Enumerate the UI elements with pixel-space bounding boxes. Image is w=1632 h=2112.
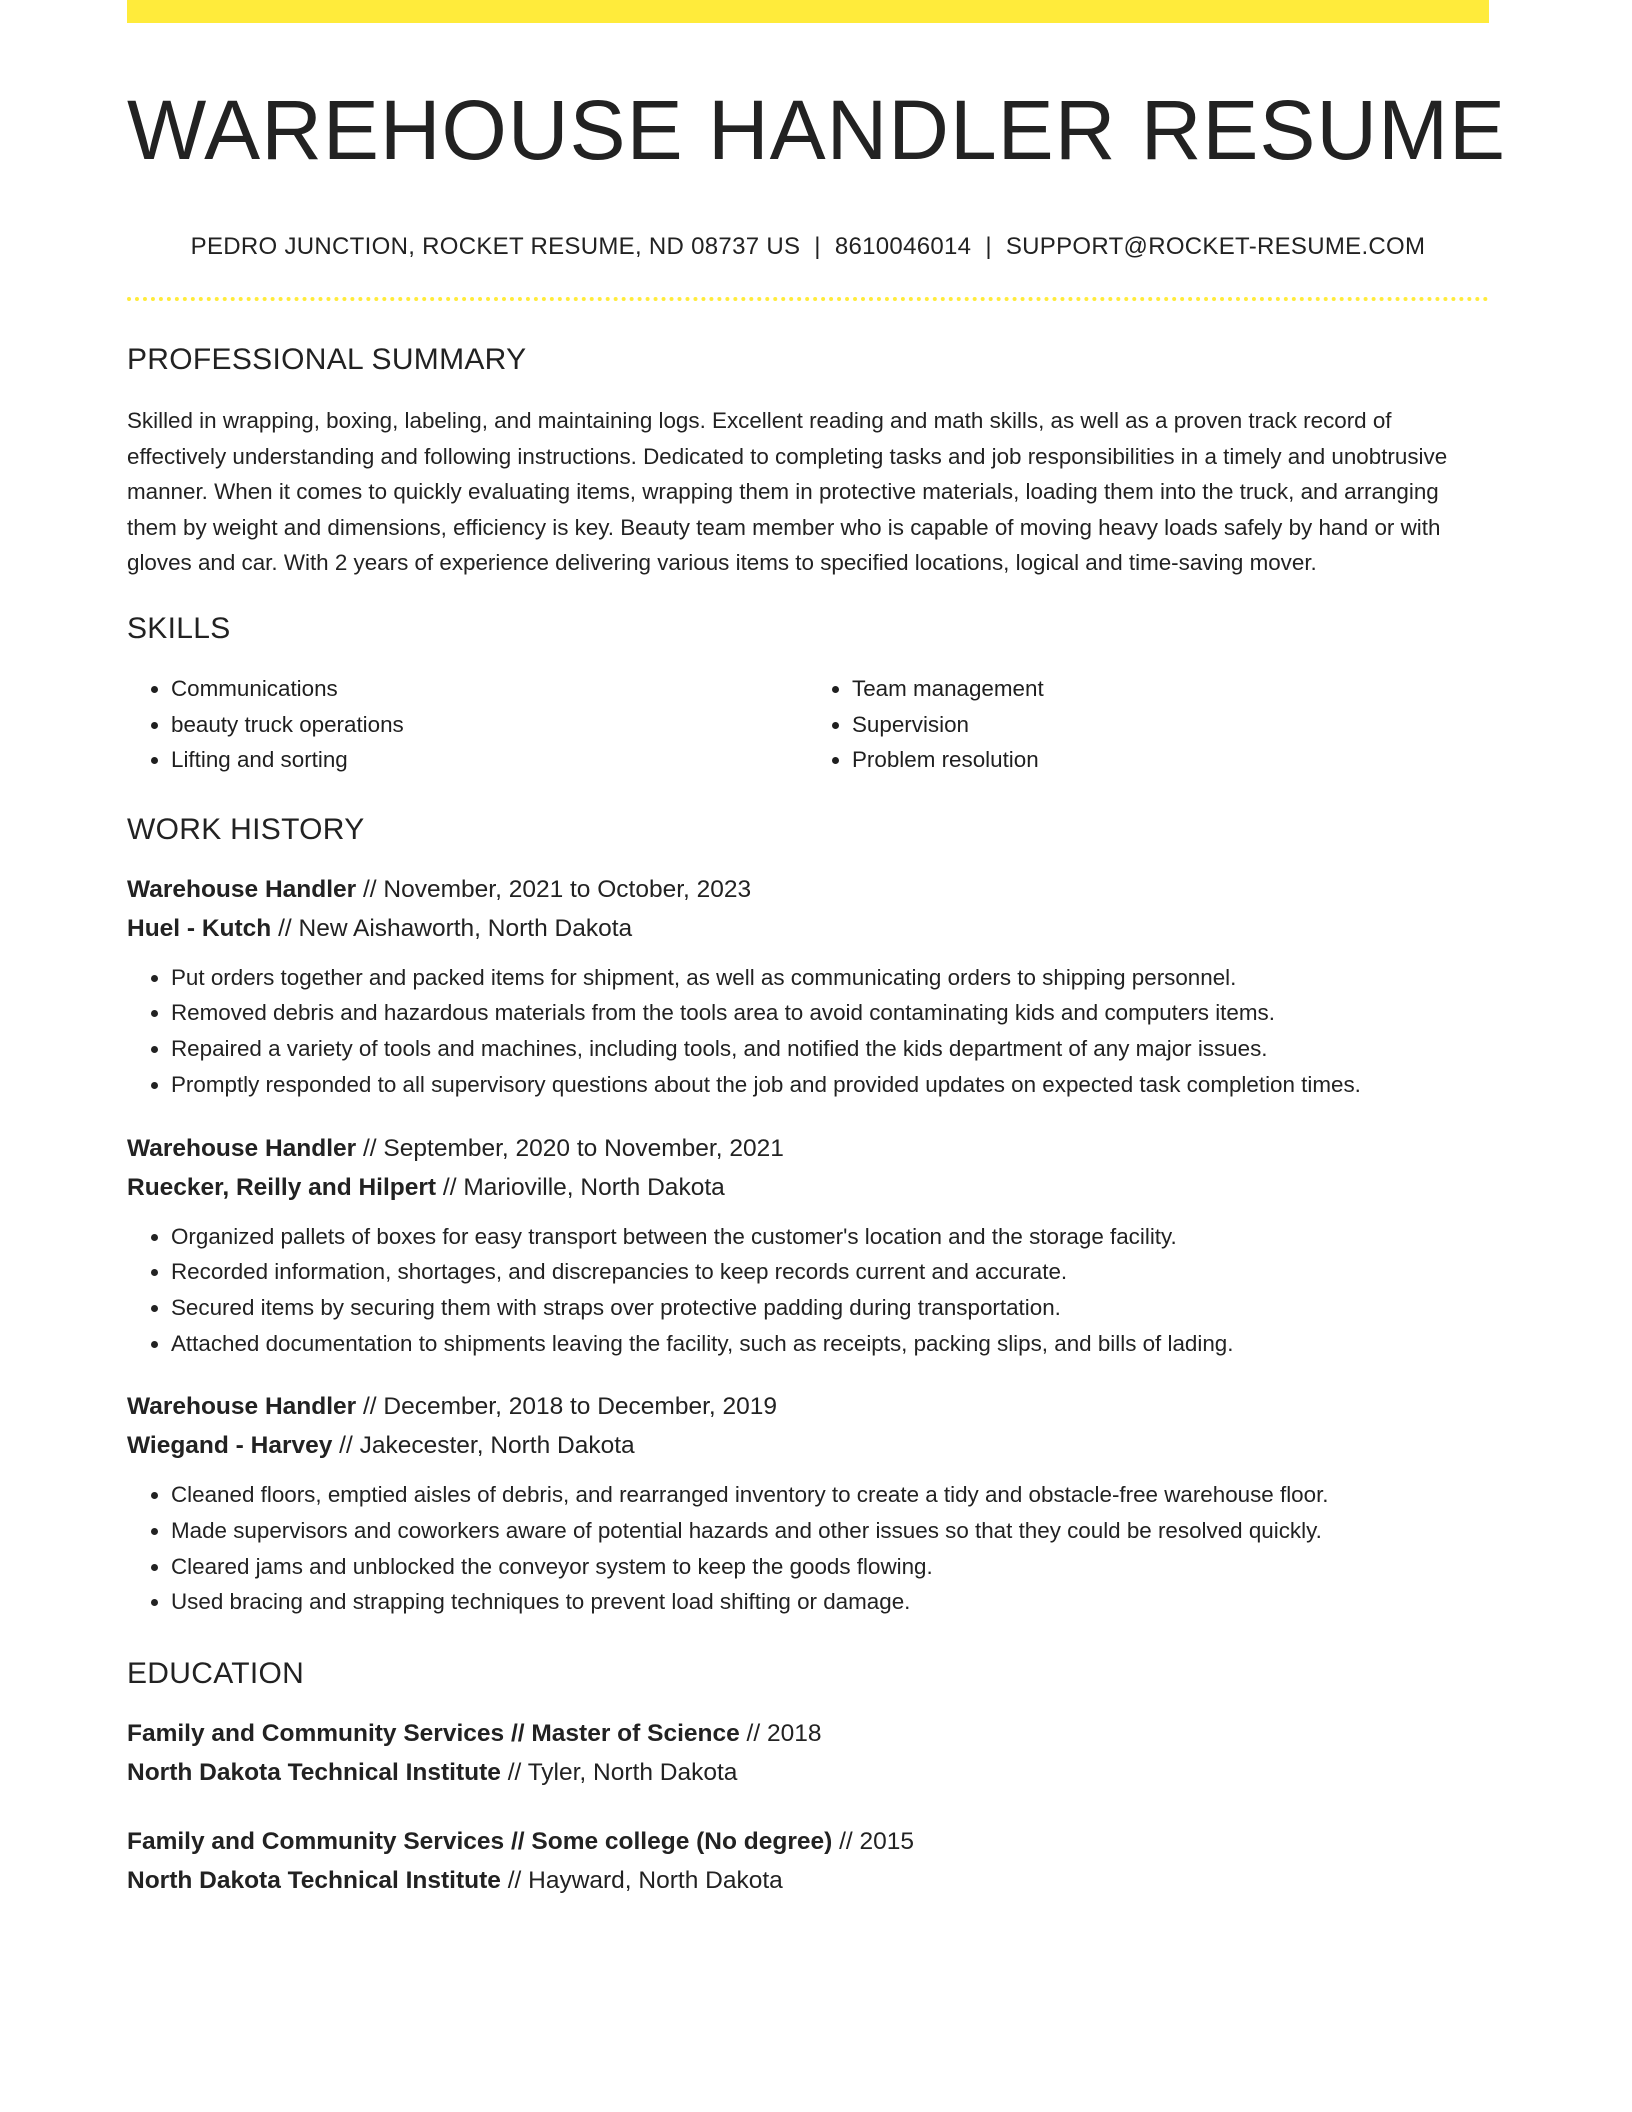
job-bullet: • Secured items by securing them with straps over protective padding during transportation. — [171, 1290, 1489, 1326]
job-title-line — [127, 1129, 1489, 1168]
education-degree: Family and Community Services // Master of Science — [127, 1720, 740, 1748]
education-heading: EDUCATION — [127, 1657, 305, 1691]
job-entry — [127, 1387, 1489, 1620]
education-location: // Tyler, North Dakota — [500, 1759, 738, 1787]
skill-item: • Communications — [171, 671, 808, 707]
contact-separator: | — [814, 233, 821, 260]
summary-text: Skilled in wrapping, boxing, labeling, and maintaining logs. Excellent reading and math skills, as well as a proven track record of effectively understanding and following instructions. Dedicated to completing tasks and job responsibilities in a timely and unobtrusive manner. When it comes to quickly evaluating items, wrapping them in protective materials, loading them into the truck, and arranging them by weight and dimensions, efficiency is key. Beauty team member who is capable of moving heavy loads safely by hand or with gloves and car. With 2 years of experience delivering various items to specified locations, logical and time-saving mover. — [127, 408, 1448, 576]
resume-content — [127, 0, 1507, 1900]
skill-item: • beauty truck operations — [171, 707, 808, 743]
job-bullet: • Attached documentation to shipments leaving the facility, such as receipts, packing slips, and bills of lading. — [171, 1326, 1489, 1362]
education-year: // 2018 — [739, 1720, 822, 1748]
job-bullet: • Promptly responded to all supervisory questions about the job and provided updates on expected task completion times. — [171, 1067, 1489, 1103]
skill-item: • Supervision — [852, 707, 1489, 743]
education-school: North Dakota Technical Institute — [127, 1867, 501, 1895]
job-company-line — [127, 909, 1489, 948]
skill-item: • Problem resolution — [852, 742, 1489, 778]
job-location: // New Aishaworth, North Dakota — [271, 914, 633, 942]
job-bullet: • Removed debris and hazardous materials from the tools area to avoid contaminating kids and computers items. — [171, 995, 1489, 1031]
skills-heading: SKILLS — [127, 611, 231, 645]
contact-email: SUPPORT@ROCKET-RESUME.COM — [1005, 233, 1426, 260]
job-title: Warehouse Handler — [127, 1134, 357, 1162]
education-entry — [127, 1822, 1489, 1900]
job-bullet: • Used bracing and strapping techniques to prevent load shifting or damage. — [171, 1584, 1489, 1620]
job-location: // Jakecester, North Dakota — [332, 1432, 635, 1460]
contact-phone: 8610046014 — [834, 233, 972, 260]
job-bullet: • Cleared jams and unblocked the conveyor system to keep the goods flowing. — [171, 1549, 1489, 1585]
job-bullet: • Organized pallets of boxes for easy transport between the customer's location and the storage facility. — [171, 1219, 1489, 1255]
work-history-heading: WORK HISTORY — [127, 812, 365, 846]
job-bullet: • Repaired a variety of tools and machines, including tools, and notified the kids department of any major issues. — [171, 1031, 1489, 1067]
education-school-line — [127, 1753, 1489, 1792]
skill-item: • Team management — [852, 671, 1489, 707]
job-dates: // November, 2021 to October, 2023 — [356, 875, 752, 903]
job-entry — [127, 1129, 1489, 1362]
job-dates: // December, 2018 to December, 2019 — [356, 1393, 778, 1421]
job-bullet: • Put orders together and packed items for shipment, as well as communicating orders to shipping personnel. — [171, 960, 1489, 996]
education-school-line — [127, 1861, 1489, 1900]
job-location: // Marioville, North Dakota — [436, 1173, 725, 1201]
education-school: North Dakota Technical Institute — [127, 1759, 501, 1787]
job-bullets — [127, 1477, 1489, 1620]
education-degree: Family and Community Services // Some college (No degree) — [127, 1828, 833, 1856]
skills-column-right — [808, 671, 1489, 778]
job-title: Warehouse Handler — [127, 1393, 357, 1421]
job-bullet: • Cleaned floors, emptied aisles of debris, and rearranged inventory to create a tidy and obstacle-free warehouse floor. — [171, 1477, 1489, 1513]
job-dates: // September, 2020 to November, 2021 — [356, 1134, 784, 1162]
contact-line — [127, 232, 1489, 262]
job-title: Warehouse Handler — [127, 875, 357, 903]
job-title-line — [127, 1387, 1489, 1426]
job-entry — [127, 870, 1489, 1103]
education-degree-line — [127, 1714, 1489, 1753]
resume-title: WAREHOUSE HANDLER RESUME — [127, 83, 1507, 177]
job-bullet: • Recorded information, shortages, and discrepancies to keep records current and accurate. — [171, 1254, 1489, 1290]
summary-heading: PROFESSIONAL SUMMARY — [127, 343, 527, 376]
job-company: Wiegand - Harvey — [127, 1432, 333, 1460]
job-title-line — [127, 870, 1489, 909]
contact-address: PEDRO JUNCTION, ROCKET RESUME, ND 08737 US — [190, 233, 801, 260]
education-degree-line — [127, 1822, 1489, 1861]
job-bullets — [127, 960, 1489, 1103]
job-bullet: • Made supervisors and coworkers aware of potential hazards and other issues so that they could be resolved quickly. — [171, 1513, 1489, 1549]
education-location: // Hayward, North Dakota — [500, 1867, 783, 1895]
job-company-line — [127, 1168, 1489, 1207]
skills-list — [127, 671, 1489, 778]
job-company-line — [127, 1426, 1489, 1465]
dotted-divider — [127, 297, 1489, 301]
education-entry — [127, 1714, 1489, 1792]
contact-separator: | — [985, 233, 992, 260]
job-bullets — [127, 1219, 1489, 1362]
education-year: // 2015 — [832, 1828, 914, 1856]
job-company: Huel - Kutch — [127, 914, 272, 942]
skills-column-left — [127, 671, 808, 778]
job-company: Ruecker, Reilly and Hilpert — [127, 1173, 437, 1201]
skill-item: • Lifting and sorting — [171, 742, 808, 778]
